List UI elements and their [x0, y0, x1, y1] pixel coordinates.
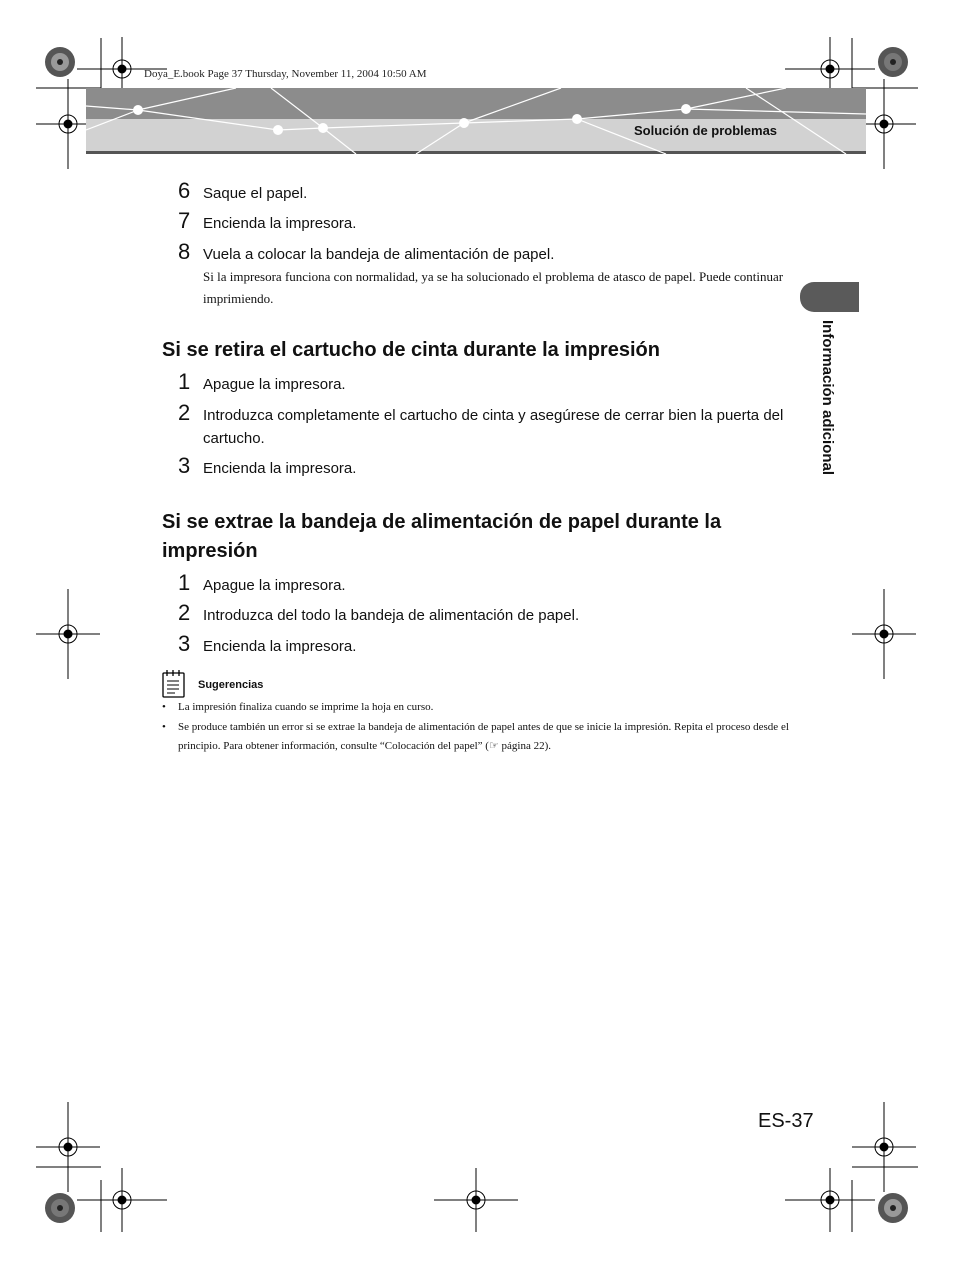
step-6: [178, 180, 803, 205]
step-text: Apague la impresora.: [203, 577, 346, 594]
section1-step-1: [178, 371, 803, 396]
section-heading-ribbon-cartridge: Si se retira el cartucho de cinta durante la impresión: [162, 339, 660, 361]
step-text: Saque el papel.: [203, 185, 308, 202]
step-text: Encienda la impresora.: [203, 638, 357, 655]
tip-text: La impresión finaliza cuando se imprime la hoja en curso.: [178, 701, 434, 713]
section2-step-2: [178, 602, 803, 627]
step-text: Apague la impresora.: [203, 376, 346, 393]
step-number: 7: [178, 208, 191, 233]
memo-icon: [162, 670, 186, 698]
step-number: 2: [178, 600, 191, 625]
step-text: Encienda la impresora.: [203, 460, 357, 477]
step-text: Introduzca completamente el cartucho de cinta y asegúrese de cerrar bien la puerta del cartucho.: [203, 407, 784, 447]
side-tab-label: Información adicional: [819, 320, 836, 476]
tip-item: [162, 698, 792, 717]
tips-title: Sugerencias: [198, 679, 264, 691]
step-text: Introduzca del todo la bandeja de alimentación de papel.: [203, 607, 580, 624]
step-number: 3: [178, 453, 191, 478]
section-heading-paper-tray: Si se extrae la bandeja de alimentación de papel durante la impresión: [162, 511, 722, 562]
bullet-icon: •: [162, 721, 166, 733]
step-8: [178, 241, 803, 266]
step-number: 1: [178, 369, 191, 394]
bullet-icon: •: [162, 701, 166, 713]
section1-step-2: [178, 402, 803, 450]
step-number: 1: [178, 570, 191, 595]
section2-step-3: [178, 633, 803, 658]
step-number: 3: [178, 631, 191, 656]
step-note: Si la impresora funciona con normalidad, ya se ha solucionado el problema de atasco de papel. Puede continuar imprimiendo.: [203, 269, 784, 306]
header-banner: [86, 88, 866, 154]
tip-text: Se produce también un error si se extrae la bandeja de alimentación de papel antes de que se inicie la impresión. Repita el proceso desde el principio. Para obtener información, consulte “Colocación del papel” (☞ página 22).: [178, 721, 789, 752]
section1-step-3: [178, 455, 803, 480]
page-number: ES-37: [758, 1110, 814, 1132]
side-tab: [800, 282, 859, 312]
step-number: 2: [178, 400, 191, 425]
print-info: Doya_E.book Page 37 Thursday, November 11, 2004 10:50 AM: [144, 68, 427, 80]
section2-step-1: [178, 572, 803, 597]
step-text: Vuela a colocar la bandeja de alimentación de papel.: [203, 246, 555, 263]
section-title: Solución de problemas: [634, 123, 778, 138]
step-number: 6: [178, 178, 191, 203]
tip-item: [162, 718, 792, 756]
step-7: [178, 210, 803, 235]
step-text: Encienda la impresora.: [203, 215, 357, 232]
step-number: 8: [178, 239, 191, 264]
